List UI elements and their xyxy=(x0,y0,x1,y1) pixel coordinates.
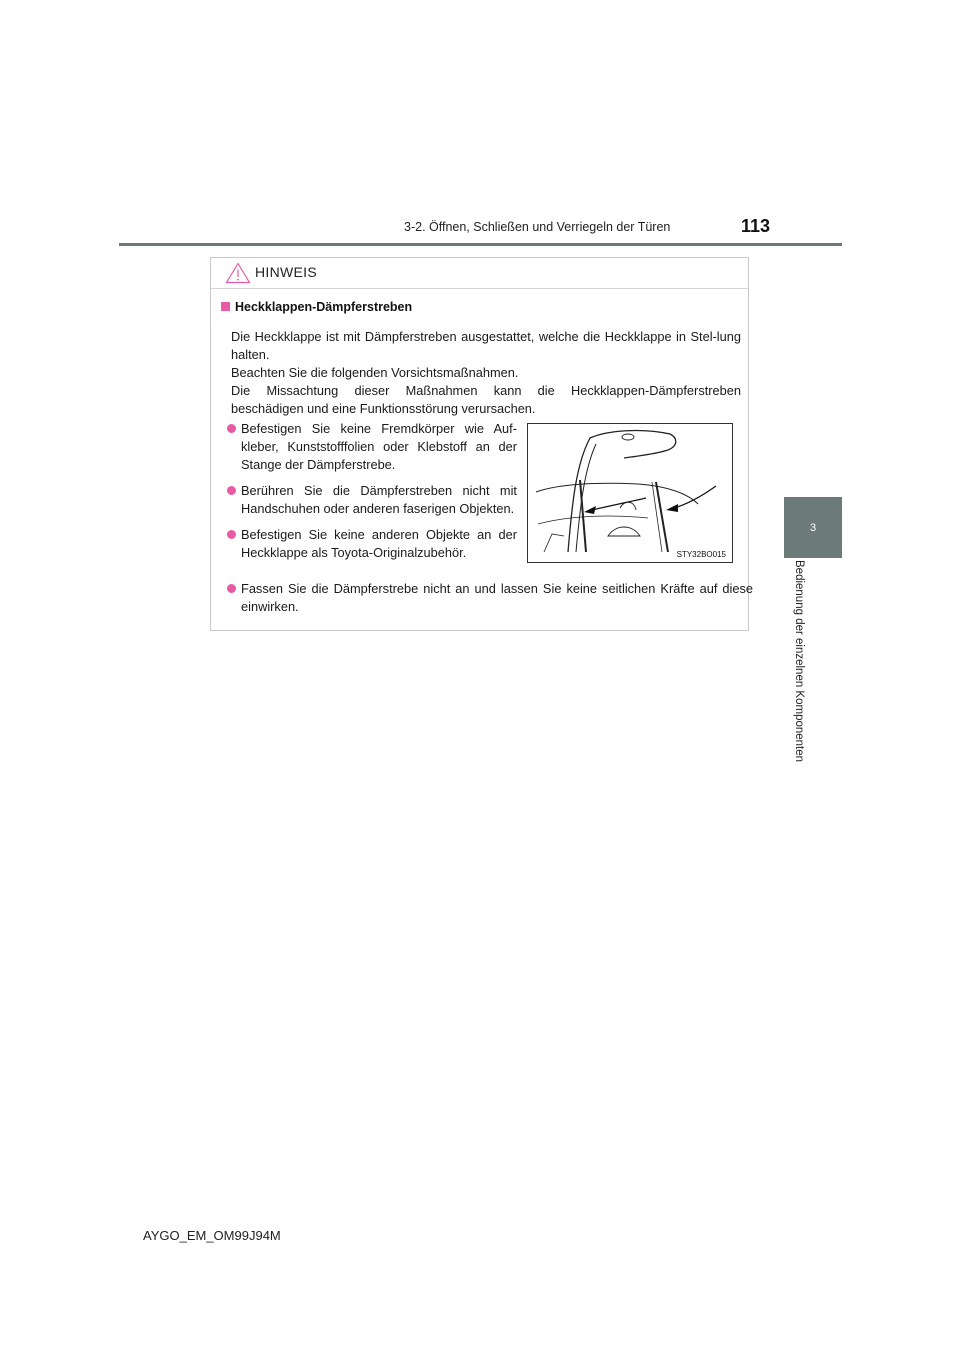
figure-code: STY32BO015 xyxy=(676,550,726,559)
running-header: 3-2. Öffnen, Schließen und Verriegeln der Türen xyxy=(404,220,671,234)
list-item xyxy=(227,420,517,474)
document-code: AYGO_EM_OM99J94M xyxy=(143,1228,281,1243)
paragraph-line: Die Heckklappe ist mit Dämpferstreben ausgestattet, welche die Heckklappe in Stel-lung halten. xyxy=(231,329,741,362)
square-bullet-icon xyxy=(221,302,230,311)
tailgate-drawing xyxy=(528,424,732,562)
bullet-dot-icon xyxy=(227,424,236,433)
paragraph-line: Beachten Sie die folgenden Vorsichtsmaßnahmen. xyxy=(231,365,519,380)
bullet-text: Fassen Sie die Dämpferstrebe nicht an und lassen Sie keine seitlichen Kräfte auf diese einwirken. xyxy=(241,581,753,614)
warning-triangle-icon xyxy=(225,262,251,284)
list-item xyxy=(227,482,517,518)
notice-title: HINWEIS xyxy=(255,264,317,280)
bullet-text: Befestigen Sie keine Fremdkörper wie Auf-kleber, Kunststofffolien oder Klebstoff an der Stange der Dämpferstrebe. xyxy=(241,421,517,472)
chapter-tab xyxy=(784,497,842,558)
bullet-text: Befestigen Sie keine anderen Objekte an der Heckklappe als Toyota-Originalzubehör. xyxy=(241,527,517,560)
section-heading xyxy=(221,300,412,314)
bullet-list xyxy=(227,420,517,570)
bullet-dot-icon xyxy=(227,530,236,539)
notice-box xyxy=(210,257,753,631)
paragraph-line: Die Missachtung dieser Maßnahmen kann die Heckklappen-Dämpferstreben beschädigen und eine Funktionsstörung verursachen. xyxy=(231,383,741,416)
list-item xyxy=(227,580,753,616)
list-item xyxy=(227,526,517,562)
bullet-dot-icon xyxy=(227,584,236,593)
tailgate-strut-illustration xyxy=(527,423,733,563)
page-number: 113 xyxy=(741,216,771,236)
section-heading-text: Heckklappen-Dämpferstreben xyxy=(235,300,413,314)
bullet-text: Berühren Sie die Dämpferstreben nicht mit Handschuhen oder anderen faserigen Objekten. xyxy=(241,483,517,516)
notice-header xyxy=(211,258,748,289)
chapter-number: 3 xyxy=(809,521,817,534)
bullet-dot-icon xyxy=(227,486,236,495)
chapter-title-vertical: Bedienung der einzelnen Komponenten xyxy=(793,560,805,763)
header-rule xyxy=(119,243,842,246)
